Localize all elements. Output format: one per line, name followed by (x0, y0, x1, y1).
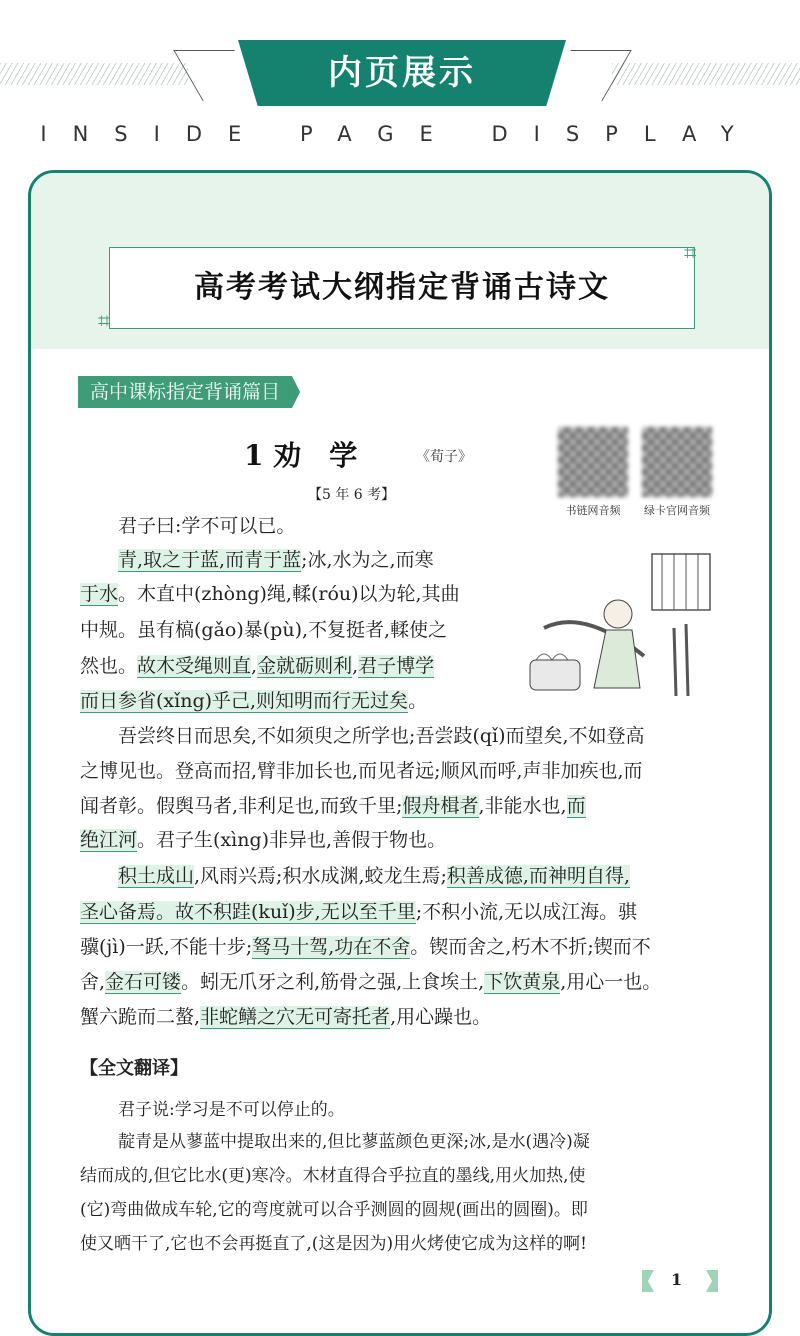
translation-line: 君子说:学习是不可以停止的。 (118, 1100, 345, 1120)
corner-ornament-icon: ⌗ (98, 309, 111, 334)
text-line: 青,取之于蓝,而青于蓝;冰,水为之,而寒 (118, 549, 434, 571)
text-line: 之博见也。登高而招,臂非加长也,而见者远;顺风而呼,声非加疾也,而 (80, 760, 643, 782)
translation-line: 靛青是从蓼蓝中提取出来的,但比蓼蓝颜色更深;冰,是水(遇冷)凝 (118, 1132, 590, 1152)
translation-line: 使又晒干了,它也不会再挺直了,(这是因为)用火烤使它成为这样的啊! (80, 1234, 587, 1254)
text-line: 君子曰:学不可以已。 (118, 515, 296, 537)
text-line: 闻者彰。假舆马者,非利足也,而致千里;假舟楫者,非能水也,而 (80, 795, 586, 817)
qr-code-lvka[interactable] (642, 427, 712, 497)
poem-title: 1 劝 学 (244, 439, 358, 472)
translation-line: 结而成的,但它比水(更)寒冷。木材直得合乎拉直的墨线,用火加热,使 (80, 1166, 586, 1186)
text-line: 绝江河。君子生(xìng)非异也,善假于物也。 (80, 829, 447, 851)
text-line: 而日参省(xǐng)乎己,则知明而行无过矣。 (80, 690, 428, 712)
text-line: 骥(jì)一跃,不能十步;驽马十驾,功在不舍。锲而舍之,朽木不折;锲而不 (80, 936, 651, 958)
translation-heading: 【全文翻译】 (80, 1058, 188, 1079)
section-label: 高中课标指定背诵篇目 (78, 376, 292, 408)
text-line: 积土成山,风雨兴焉;积水成渊,蛟龙生焉;积善成德,而神明自得, (118, 865, 630, 887)
text-line: 蟹六跪而二螯,非蛇鳝之穴无可寄托者,用心躁也。 (80, 1006, 492, 1028)
header-subtitle: INSIDE PAGE DISPLAY (40, 122, 760, 146)
card-title: 高考考试大纲指定背诵古诗文 (194, 270, 610, 305)
scholar-bending-wood-illustration (524, 548, 714, 696)
card-title-box (98, 241, 697, 334)
qr-label-lvka: 绿卡官网音频 (644, 504, 710, 517)
poem-author: 《荀子》 (416, 449, 472, 465)
header-title: 内页展示 (328, 53, 476, 93)
right-stripe-decoration (612, 63, 800, 85)
text-line: 然也。故木受绳则直,金就砺则利,君子博学 (80, 655, 435, 677)
translation-line: (它)弯曲做成车轮,它的弯度就可以合乎测圆的圆规(画出的圆圈)。即 (80, 1200, 588, 1220)
qr-code-shulian[interactable] (558, 427, 628, 497)
text-line: 舍,金石可镂。蚓无爪牙之利,筋骨之强,上食埃土,下饮黄泉,用心一也。 (80, 971, 662, 993)
exam-count: 【5 年 6 考】 (308, 487, 396, 503)
text-line: 圣心备焉。故不积跬(kuǐ)步,无以至千里;不积小流,无以成江海。骐 (80, 901, 638, 923)
left-stripe-decoration (0, 63, 188, 85)
text-line: 吾尝终日而思矣,不如须臾之所学也;吾尝跂(qǐ)而望矣,不如登高 (118, 725, 645, 747)
text-line: 中规。虽有槁(gǎo)暴(pù),不复挺者,輮使之 (80, 619, 448, 641)
page-number: 1 (671, 1270, 683, 1289)
corner-ornament-icon: ⌗ (684, 241, 697, 266)
qr-label-shulian: 书链网音频 (565, 504, 621, 517)
text-line: 于水。木直中(zhòng)绳,輮(róu)以为轮,其曲 (80, 583, 460, 605)
